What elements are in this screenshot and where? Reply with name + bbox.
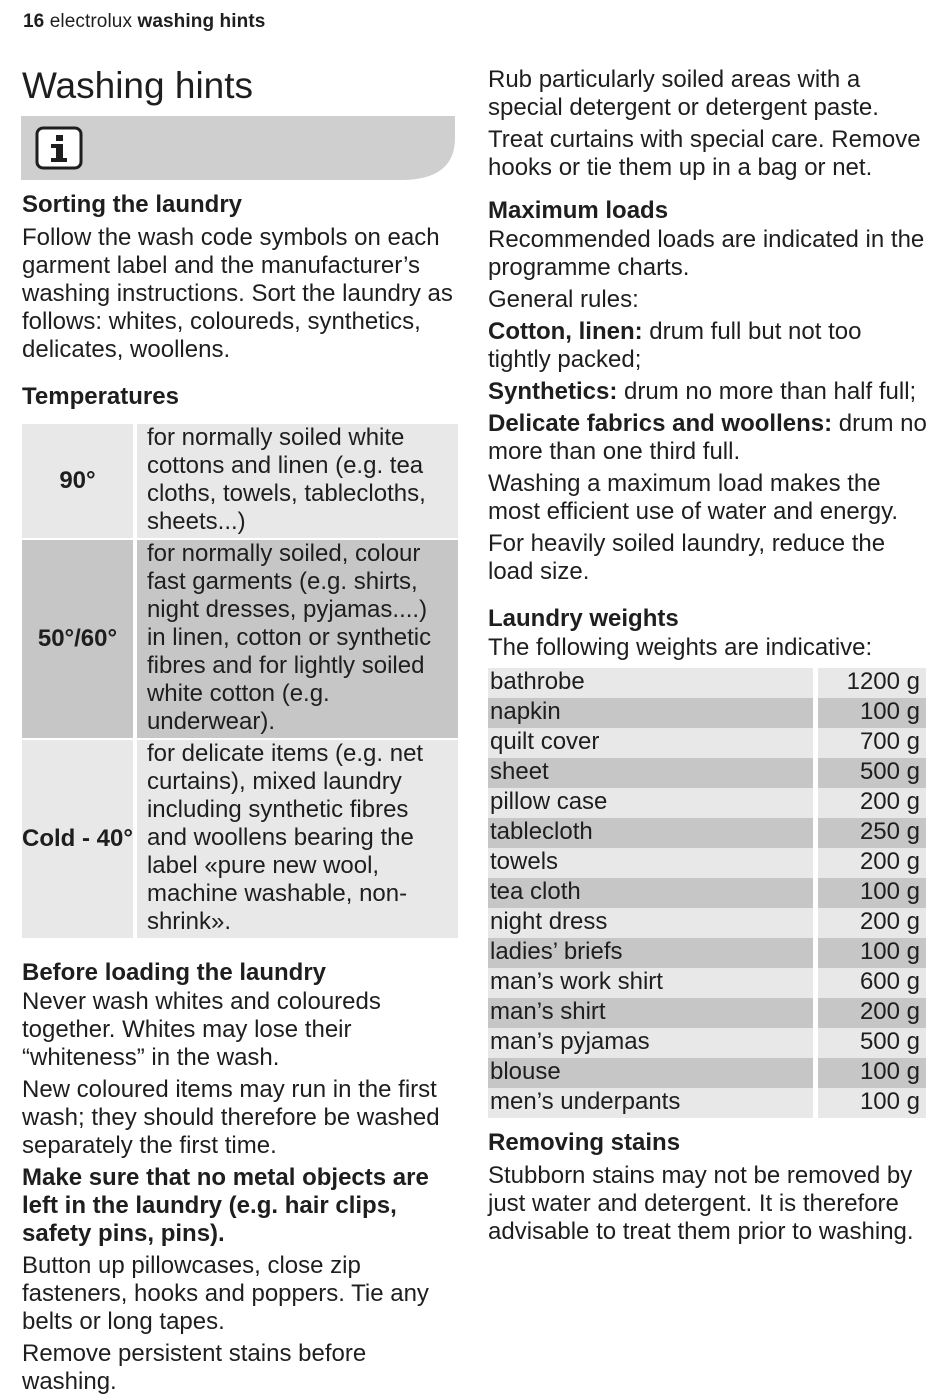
rule-cotton-label: Cotton, linen: [488,318,643,345]
weight-value: 100 g [813,1058,926,1088]
weight-item: quilt cover [488,728,813,758]
weight-value: 100 g [813,878,926,908]
rule-cotton-text: drum full but not too tightly packed; [488,318,862,373]
weight-row [488,788,926,818]
weight-item: sheet [488,758,813,788]
weights-intro: The following weights are indicative: [488,634,873,661]
weight-item: men’s underpants [488,1088,813,1118]
temperature-value: 90° [22,424,137,540]
weight-item: pillow case [488,788,813,818]
weight-value: 200 g [813,998,926,1028]
rule-delicates-label: Delicate fabrics and woollens: [488,410,833,437]
temperature-value: 50°/60° [22,540,137,740]
before-loading-p4: Button up pillowcases, close zip fasteners, hooks and poppers. Tie any belts or long tapes. [22,1252,429,1335]
weight-value: 100 g [813,1088,926,1118]
before-loading-p5: Remove persistent stains before washing. [22,1340,367,1395]
weight-value: 500 g [813,1028,926,1058]
weight-row [488,818,926,848]
stains-text: Stubborn stains may not be removed by just water and detergent. It is therefore advisable to treat them prior to washing. [488,1162,914,1245]
weight-row [488,668,926,698]
weight-value: 200 g [813,908,926,938]
banner-shape [21,116,455,182]
temperature-description: for normally soiled white cottons and linen (e.g. tea cloths, towels, tablecloths, sheets...) [137,424,458,540]
rule-cotton [488,318,928,374]
curtains-text: Treat curtains with special care. Remove hooks or tie them up in a bag or net. [488,126,921,181]
weights-table [488,668,926,1118]
weight-value: 100 g [813,698,926,728]
weight-item: blouse [488,1058,813,1088]
page-number: 16 [23,11,45,32]
weight-row [488,968,926,998]
stains-heading: Removing stains [488,1129,681,1156]
rule-delicates-text: drum no more than one third full. [488,410,927,465]
temperature-value: Cold - 40° [22,740,137,938]
weight-row [488,1028,926,1058]
weights-heading: Laundry weights [488,605,679,632]
section-name: washing hints [137,11,266,32]
weight-item: towels [488,848,813,878]
weight-row [488,848,926,878]
brand-name: electrolux [49,11,133,32]
weight-row [488,878,926,908]
weight-item: bathrobe [488,668,813,698]
weight-value: 600 g [813,968,926,998]
temperature-row [22,424,458,540]
weight-item: man’s work shirt [488,968,813,998]
temperatures-heading: Temperatures [22,383,179,410]
weight-item: night dress [488,908,813,938]
weight-item: napkin [488,698,813,728]
page-header [23,11,265,33]
rule-synthetics-label: Synthetics: [488,378,618,405]
weight-item: ladies’ briefs [488,938,813,968]
weight-row [488,908,926,938]
before-loading-p1: Never wash whites and coloureds together. Whites may lose their “whiteness” in the wash. [22,988,381,1071]
temperatures-table [22,424,458,938]
weight-row [488,938,926,968]
weight-item: tea cloth [488,878,813,908]
max-loads-p1: Recommended loads are indicated in the programme charts. [488,226,925,281]
weight-row [488,1058,926,1088]
temperature-description: for normally soiled, colour fast garments (e.g. shirts, night dresses, pyjamas....) in linen, cotton or synthetic fibres and for lightly soiled white cotton (e.g. underwear). [137,540,458,740]
rule-synthetics-text: drum no more than half full; [617,378,917,405]
info-banner [21,116,455,182]
sorting-text: Follow the wash code symbols on each garment label and the manufacturer’s washing instructions. Sort the laundry as follows: whites, coloureds, synthetics, delicates, woollens. [22,224,453,363]
weight-item: man’s pyjamas [488,1028,813,1058]
sorting-heading: Sorting the laundry [22,191,243,218]
weight-item: man’s shirt [488,998,813,1028]
right-column [488,66,928,1246]
general-rules-label: General rules: [488,286,639,313]
rule-delicates [488,410,928,466]
soiled-areas-text: Rub particularly soiled areas with a special detergent or detergent paste. [488,66,879,121]
max-loads-p3: Washing a maximum load makes the most efficient use of water and energy. [488,470,899,525]
weight-item: tablecloth [488,818,813,848]
temperature-row [22,740,458,938]
info-icon [35,126,83,170]
metal-objects-warning: Make sure that no metal objects are left in the laundry (e.g. hair clips, safety pins, pins). [22,1164,429,1247]
weight-row [488,998,926,1028]
weight-value: 200 g [813,788,926,818]
temperature-row [22,540,458,740]
weight-value: 200 g [813,848,926,878]
weight-value: 500 g [813,758,926,788]
temperature-description: for delicate items (e.g. net curtains), mixed laundry including synthetic fibres and woollens bearing the label «pure new wool, machine washable, non-shrink». [137,740,458,938]
page-title: Washing hints [22,65,254,106]
rule-synthetics [488,378,928,406]
weight-row [488,698,926,728]
max-loads-heading: Maximum loads [488,197,669,224]
weight-value: 700 g [813,728,926,758]
weight-value: 100 g [813,938,926,968]
weight-value: 250 g [813,818,926,848]
weight-row [488,758,926,788]
before-loading-heading: Before loading the laundry [22,959,327,986]
max-loads-p4: For heavily soiled laundry, reduce the load size. [488,530,886,585]
weight-row [488,1088,926,1118]
weight-row [488,728,926,758]
weight-value: 1200 g [813,668,926,698]
before-loading-p2: New coloured items may run in the first wash; they should therefore be washed separately the first time. [22,1076,440,1159]
left-column [22,62,458,1396]
